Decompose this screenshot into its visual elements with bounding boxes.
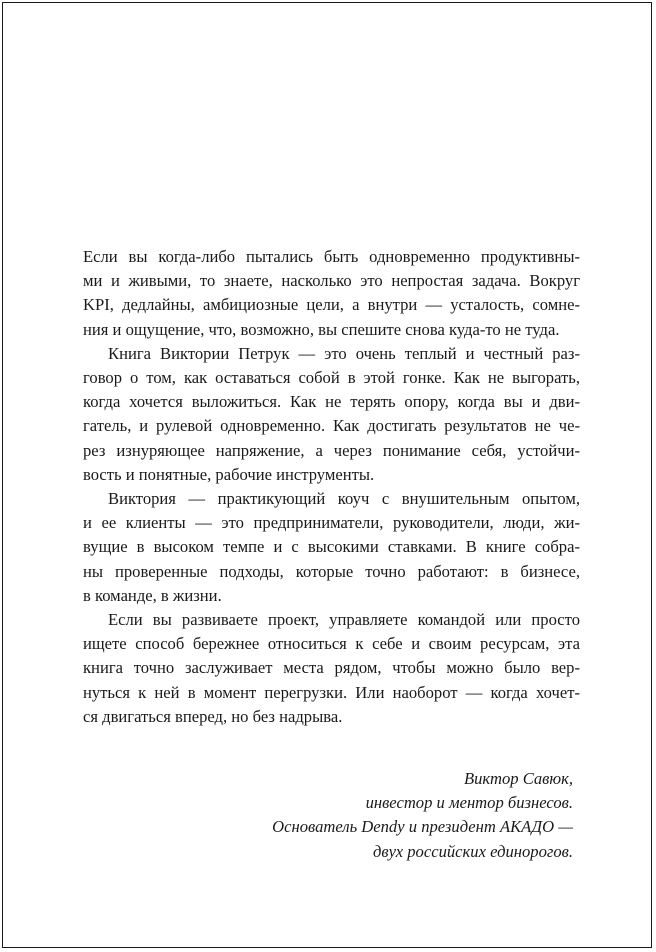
text-line: ся двигаться вперед, но без надрыва.	[83, 706, 343, 726]
text-line: в команде, в жизни.	[83, 585, 222, 605]
signature-name: Виктор Савюк,	[464, 769, 573, 788]
text-line: вущие в высоком темпе и с высокими ставками. В книге собра-	[83, 537, 580, 557]
text-line: ищете способ бережнее относиться к себе и своим ресурсам, эта	[83, 634, 580, 654]
text-line: Виктория — практикующий коуч с внушительным опытом,	[108, 489, 580, 509]
author-signature	[153, 767, 573, 864]
text-line: Если вы когда-либо пытались быть одновременно продуктивны-	[83, 247, 580, 266]
text-line: рез изнуряющее напряжение, а через понимание себя, устойчи-	[83, 440, 580, 460]
signature-title: Основатель Dendy и президент АКАДО —	[272, 817, 573, 837]
foreword-text	[83, 245, 580, 729]
text-line: нуться к ней в момент перегрузки. Или наоборот — когда хочет-	[83, 682, 580, 702]
paragraph-4	[83, 608, 580, 729]
text-line: ны проверенные подходы, которые точно работают: в бизнесе,	[83, 561, 580, 581]
paragraph-3	[83, 487, 580, 608]
text-line: гатель, и рулевой одновременно. Как достигать результатов не че-	[83, 416, 580, 436]
signature-role: инвестор и ментор бизнесов.	[365, 793, 573, 813]
book-page	[2, 2, 652, 948]
text-line: вость и понятные, рабочие инструменты.	[83, 464, 375, 484]
text-line: Если вы развиваете проект, управляете командой или просто	[108, 610, 580, 630]
text-line: Книга Виктории Петрук — это очень теплый и честный раз-	[108, 343, 580, 363]
text-line: ми и живыми, то знаете, насколько это непростая задача. Вокруг	[83, 271, 580, 291]
text-line: говор о том, как оставаться собой в этой гонке. Как не выгорать,	[83, 368, 580, 388]
text-line: когда хочется выложиться. Как не терять опору, когда вы и дви-	[83, 392, 580, 412]
text-line: и ее клиенты — это предприниматели, руководители, люди, жи-	[83, 513, 580, 533]
text-line: KPI, дедлайны, амбициозные цели, а внутри — усталость, сомне-	[83, 295, 580, 315]
signature-note: двух российских единорогов.	[373, 841, 573, 861]
text-line: книга точно заслуживает места рядом, чтобы можно было вер-	[83, 658, 580, 678]
text-line: ния и ощущение, что, возможно, вы спешите снова куда-то не туда.	[83, 319, 560, 339]
paragraph-2	[83, 342, 580, 487]
paragraph-1	[83, 245, 580, 342]
